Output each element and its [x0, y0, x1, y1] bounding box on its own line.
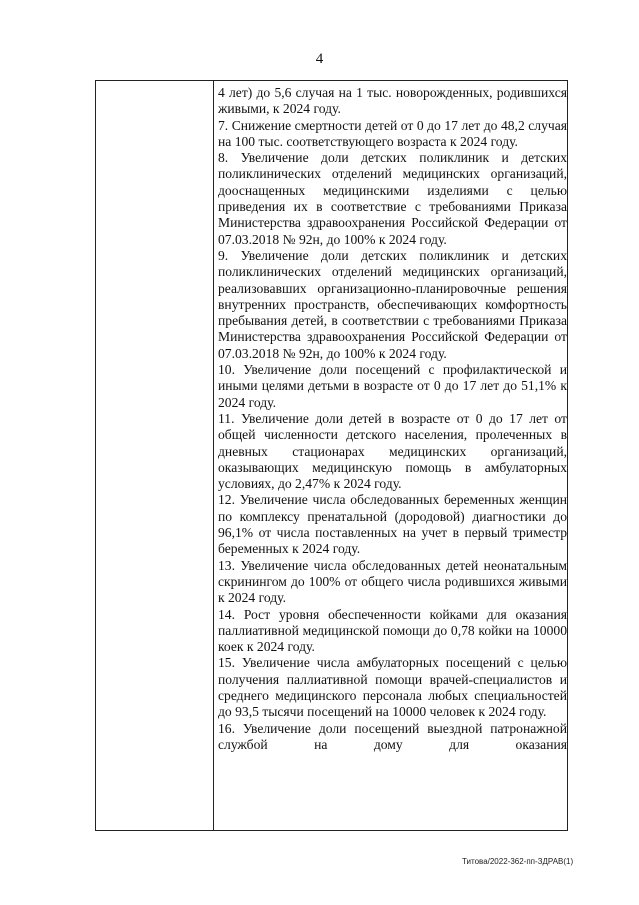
paragraph: 8. Увеличение доли детских поликлиник и детских поликлинических отделений медицинских организаций, дооснащенных медицинскими изделиями с целью приведения их в соответствие с требованиями Приказа Министерства здравоохранения Российской Федерации от 07.03.2018 № 92н, до 100% к 2024 году.: [218, 150, 567, 247]
footer-document-code: Титова/2022-362-пп-ЗДРАВ(1): [462, 857, 574, 866]
paragraph: 16. Увеличение доли посещений выездной патронажной службой на дому для оказания: [218, 720, 567, 752]
column-divider: [213, 81, 214, 830]
paragraph: 13. Увеличение числа обследованных детей неонатальным скринингом до 100% от общего числа родившихся живыми к 2024 году.: [218, 557, 567, 606]
paragraph: 15. Увеличение числа амбулаторных посещений с целью получения паллиативной помощи врачей-специалистов и среднего медицинского персонала любых специальностей до 93,5 тысячи посещений на 10000 человек к 2024 году.: [218, 655, 567, 720]
paragraph: 14. Рост уровня обеспеченности койками для оказания паллиативной медицинской помощи до 0,78 койки на 10000 коек к 2024 году.: [218, 606, 567, 655]
paragraph: 10. Увеличение доли посещений с профилактической и иными целями детьми в возрасте от 0 до 17 лет до 51,1% к 2024 году.: [218, 362, 567, 410]
paragraph: 11. Увеличение доли детей в возрасте от 0 до 17 лет от общей численности детского населения, пролеченных в дневных стационарах медицинских организаций, оказывающих медицинскую помощь в амбулаторных условиях, до 2,47% к 2024 году.: [218, 410, 567, 492]
paragraph: 9. Увеличение доли детских поликлиник и детских поликлинических отделений медицинских организаций, реализовавших организационно-планировочные решения внутренних пространств, обеспечивающих комфортность пребывания детей, в соответствии с требованиями Приказа Министерства здравоохранения Российской Федерации от 07.03.2018 № 92н, до 100% к 2024 году.: [218, 247, 567, 361]
page-number: 4: [315, 51, 324, 67]
table-left-cell: [96, 81, 213, 830]
paragraph: 4 лет) до 5,6 случая на 1 тыс. новорожденных, родившихся живыми, к 2024 году.: [218, 85, 567, 117]
paragraph: 7. Снижение смертности детей от 0 до 17 лет до 48,2 случая на 100 тыс. соответствующего возраста к 2024 году.: [218, 117, 567, 149]
table-right-cell: [218, 85, 567, 753]
paragraph: 12. Увеличение числа обследованных беременных женщин по комплексу пренатальной (дородовой) диагностики до 96,1% от числа поставленных на учет в первый триместр беременных к 2024 году.: [218, 492, 567, 557]
document-table: [95, 80, 568, 831]
